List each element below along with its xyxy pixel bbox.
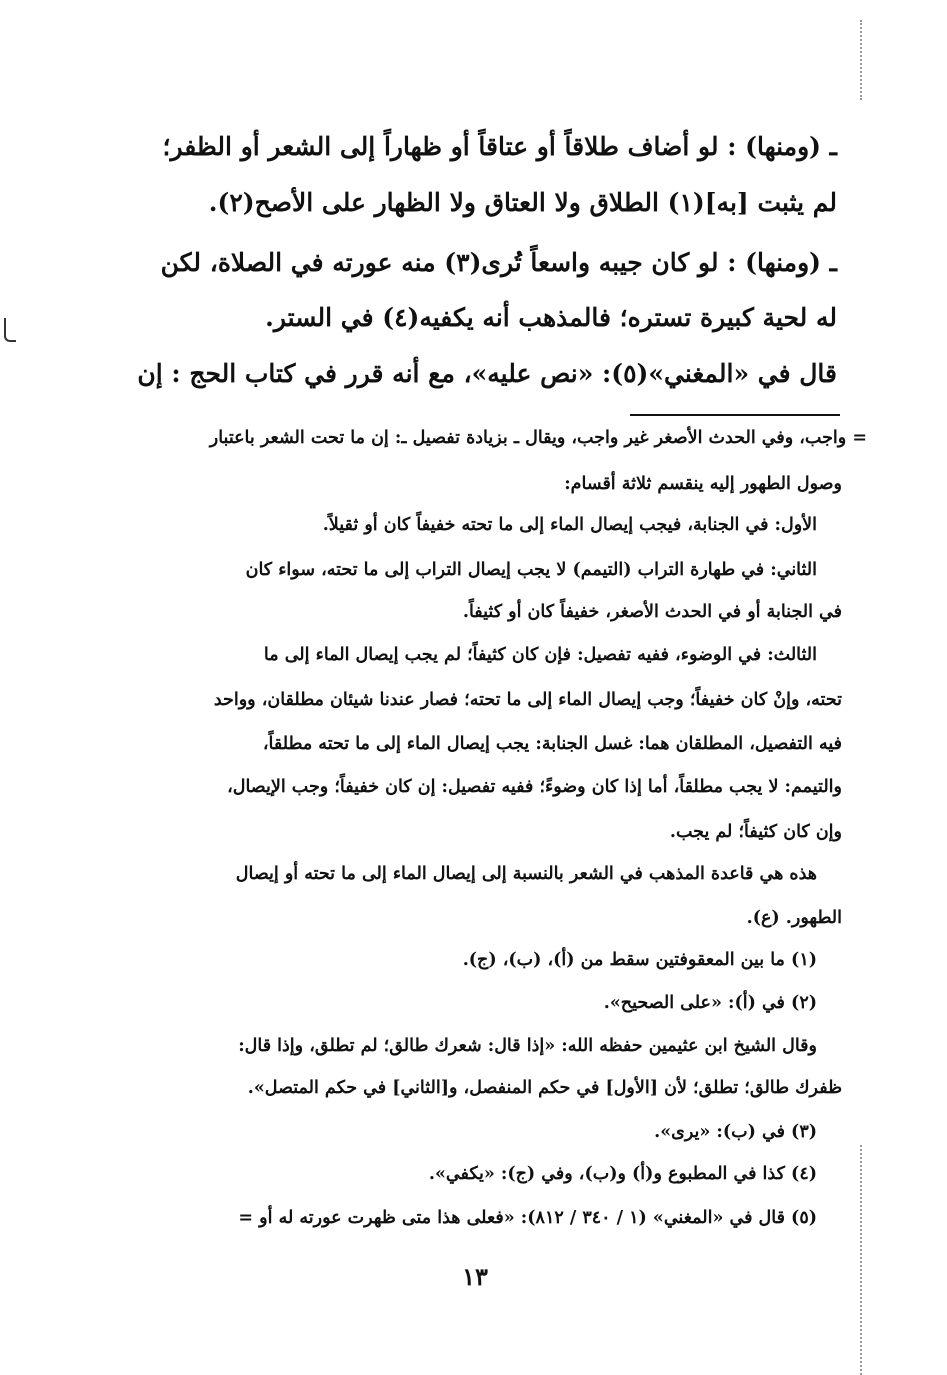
- footnote-line: في الجنابة أو في الحدث الأصغر، خفيفاً كان أو كثيفاً.: [462, 602, 842, 622]
- footnote-line-continuation: = واجب، وفي الحدث الأصغر غير واجب، ويقال ـ بزيادة تفصيل ـ: إن ما تحت الشعر باعتبار: [209, 428, 867, 448]
- footnote-line: هذه هي قاعدة المذهب في الشعر بالنسبة إلى إيصال الماء إلى ما تحته أو إيصال: [235, 864, 817, 884]
- footnote-line: وإن كان كثيفاً؛ لم يجب.: [669, 822, 842, 842]
- footnote-separator: [630, 414, 840, 416]
- main-line-2: لم يثبت [به](١) الطلاق ولا العتاق ولا الظهار على الأصح(٢).: [208, 188, 837, 217]
- footnote-line: وقال الشيخ ابن عثيمين حفظه الله: «إذا قال: شعرك طالق؛ لم تطلق، وإذا قال:: [238, 1036, 817, 1056]
- footnote-line: الثالث: في الوضوء، ففيه تفصيل: فإن كان كثيفاً؛ لم يجب إيصال الماء إلى ما: [263, 645, 817, 665]
- footnote-line: تحته، وإنْ كان خفيفاً؛ وجب إيصال الماء إلى ما تحته؛ فصار عندنا شيئان مطلقان، وواحد: [213, 690, 842, 710]
- binding-edge-dotted-line: [860, 20, 862, 100]
- footnote-line: الثاني: في طهارة التراب (التيمم) لا يجب إيصال التراب إلى ما تحته، سواء كان: [245, 560, 817, 580]
- footnote-line: الطهور. (ع).: [746, 908, 842, 928]
- footnote-5: (٥) قال في «المغني» (١ / ٣٤٠ / ٨١٢): «فعلى هذا متى ظهرت عورته له أو =: [238, 1208, 817, 1228]
- footnote-2: (٢) في (أ): «على الصحيح».: [603, 993, 817, 1013]
- scan-edge-mark: [4, 318, 16, 342]
- footnote-line: ظفرك طالق؛ تطلق؛ لأن [الأول] في حكم المنفصل، و[الثاني] في حكم المتصل».: [247, 1078, 842, 1098]
- footnote-line: والتيمم: لا يجب مطلقاً، أما إذا كان وضوءً؛ ففيه تفصيل: إن كان خفيفاً؛ وجب الإيصال،: [227, 777, 842, 797]
- footnote-line: وصول الطهور إليه ينقسم ثلاثة أقسام:: [564, 474, 842, 494]
- main-line-1: ـ (ومنها) : لو أضاف طلاقاً أو عتاقاً أو ظهاراً إلى الشعر أو الظفر؛: [162, 132, 837, 161]
- main-line-4: له لحية كبيرة تستره؛ فالمذهب أنه يكفيه(٤) في الستر.: [265, 303, 837, 332]
- binding-edge-dotted-line-lower: [860, 1145, 862, 1375]
- page-number: ١٣: [462, 1262, 488, 1291]
- footnote-4: (٤) كذا في المطبوع و(أ) و(ب)، وفي (ج): «يكفي».: [428, 1164, 817, 1184]
- footnote-3: (٣) في (ب): «يرى».: [654, 1122, 817, 1142]
- footnote-1: (١) ما بين المعقوفتين سقط من (أ)، (ب)، (ج).: [462, 950, 817, 970]
- footnote-line: فيه التفصيل، المطلقان هما: غسل الجنابة: يجب إيصال الماء إلى ما تحته مطلقاً،: [262, 734, 842, 754]
- footnote-line: الأول: في الجنابة، فيجب إيصال الماء إلى ما تحته خفيفاً كان أو ثقيلاً.: [322, 515, 817, 535]
- main-line-3: ـ (ومنها) : لو كان جيبه واسعاً تُرى(٣) منه عورته في الصلاة، لكن: [160, 248, 837, 277]
- main-line-5: قال في «المغني»(٥): «نص عليه»، مع أنه قرر في كتاب الحج : إن: [137, 359, 837, 388]
